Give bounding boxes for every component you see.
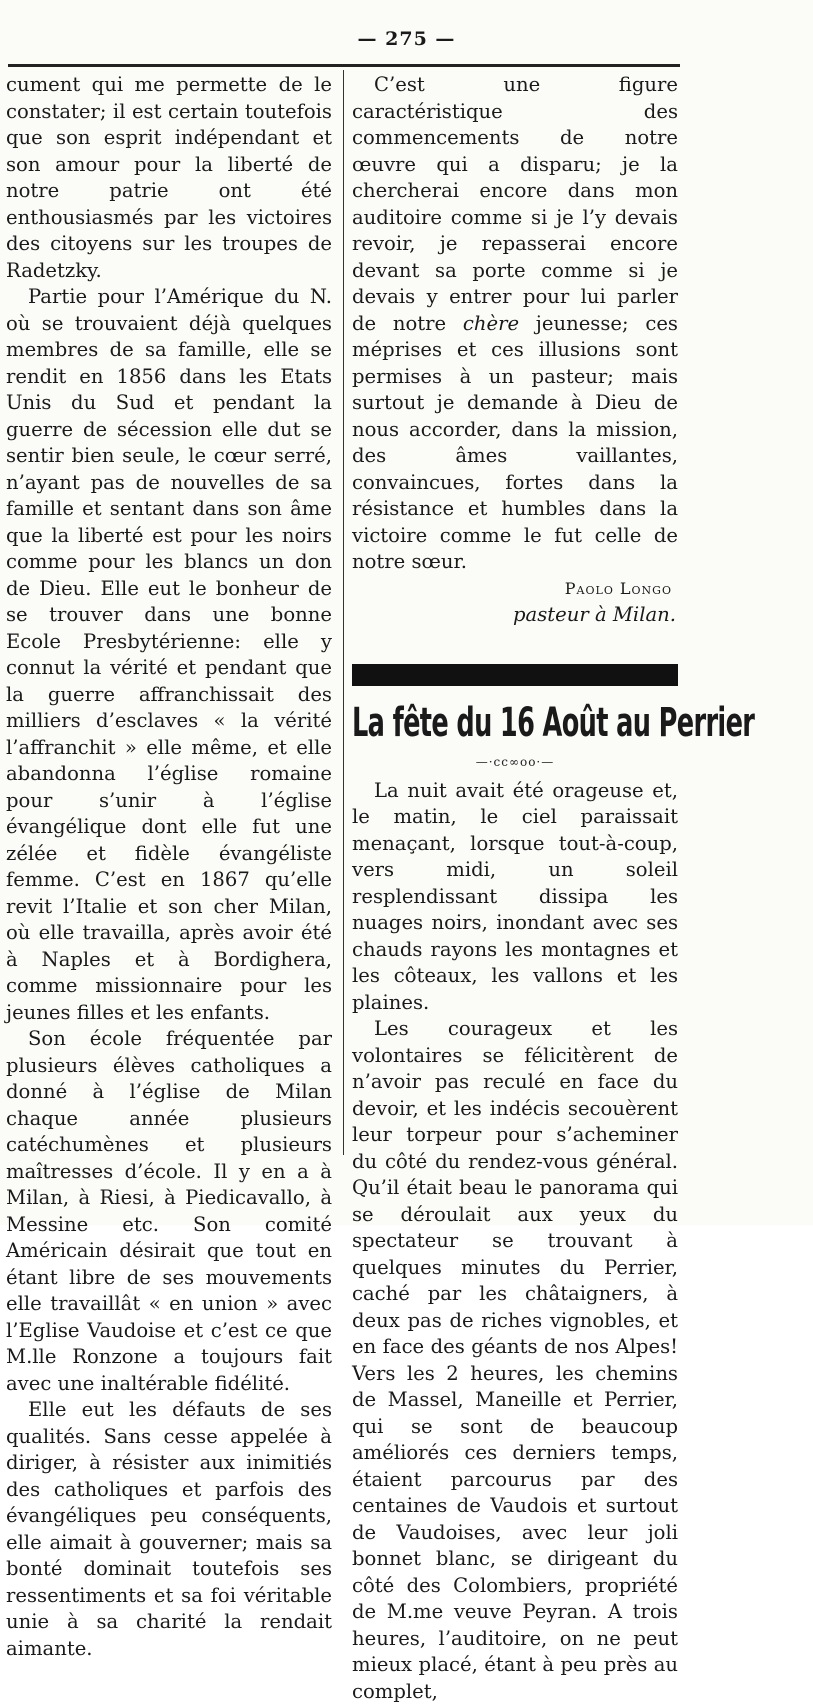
column-divider: [343, 70, 344, 1155]
article-paragraph-2: Les courageux et les volontaires se félicitèrent de n’avoir pas reculé en face du devoir, et les indécis secouèrent leur torpeur pour s’acheminer du côté du rendez-vous général. Qu’il était beau le panorama qui se déroulait aux yeux du spectateur se trouvant à quelques minutes du Perrier, caché par les châtaigners, à deux pas de riches vignobles, et en face des géants de nos Alpes! Vers les 2 heures, les chemins de Massel, Maneille et Perrier, qui se sont de beaucoup améliorés ces derniers temps, étaient parcourus par des centaines de Vaudois et surtout de Vaudoises, avec leur joli bonnet blanc, se dirigeant du côté des Colombiers, propriété de M.me veuve Peyran. A trois heures, l’auditoire, on ne peut mieux placé, étant à peu près au complet,: [352, 1017, 678, 1703]
article-title: La fête du 16 Août au Perrier: [352, 699, 755, 746]
title-ornament: —·cc∞oo·—: [475, 754, 555, 769]
closing-paragraph: [352, 72, 678, 576]
left-paragraph-1: cument qui me permette de le constater; il est certain toutefois que son esprit indépendant et son amour pour la liberté de notre patrie ont été enthousiasmés par les victoires des citoyens sur les troupes de Radetzky.: [6, 73, 332, 282]
closing-paragraph-part-2: jeunesse; ces méprises et ces illusions sont permises à un pasteur; mais surtout je demande à Dieu de nous accorder, dans la mission, des âmes vaillantes, convaincues, fortes dans la résistance et humbles dans la victoire comme le fut celle de notre sœur.: [352, 311, 678, 573]
header-rule: [8, 64, 680, 67]
left-column: [6, 72, 332, 1662]
closing-paragraph-part-1: C’est une figure caractéristique des commencements de notre œuvre qui a disparu; je la chercherai encore dans mon auditoire comme si je l’y devais revoir, je repasserai encore devant sa porte comme si je devais y entrer pour lui parler de notre: [352, 73, 678, 335]
left-paragraph-2: Partie pour l’Amérique du N. où se trouvaient déjà quelques membres de sa famille, elle se rendit en 1856 dans les Etats Unis du Sud et pendant la guerre de sécession elle dut se sentir bien seule, le cœur serré, n’ayant pas de nouvelles de sa famille et sentant dans son âme que la liberté est pour les noirs comme pour les blancs un don de Dieu. Elle eut le bonheur de se trouver dans une bonne Ecole Presbytérienne: elle y connut la vérité et pendant que la guerre affranchissait des milliers d’esclaves « la vérité l’affranchit » elle même, et elle abandonna l’église romaine pour s’unir à l’église évangélique dont elle fut une zélée et fidèle évangéliste femme. C’est en 1867 qu’elle revit l’Italie et son cher Milan, où elle travailla, après avoir été à Naples et à Bordighera, comme missionnaire pour les jeunes filles et les enfants.: [6, 285, 332, 1024]
closing-paragraph-italic: chère: [462, 311, 520, 335]
left-paragraph-4: Elle eut les défauts de ses qualités. Sans cesse appelée à diriger, à résister aux inimitiés des catholiques et parfois des évangéliques peu conséquents, elle aimait à gouverner; mais sa bonté dominait toutefois ses ressentiments et sa foi véritable unie à sa charité la rendait aimante.: [6, 1398, 332, 1660]
signature-name: Paolo Longo: [564, 578, 672, 598]
section-separator-bar: [352, 664, 678, 686]
article-paragraph-1: La nuit avait été orageuse et, le matin, le ciel paraissait menaçant, lorsque tout-à-coup, vers midi, un soleil resplendissant dissipa les nuages noirs, inondant avec ses chauds rayons les montagnes et les côteaux, les vallons et les plaines.: [352, 778, 678, 1014]
page-number: — 275 —: [357, 28, 456, 50]
right-column: [352, 72, 755, 1705]
left-paragraph-3: Son école fréquentée par plusieurs élèves catholiques a donné à l’église de Milan chaque année plusieurs catéchumènes et plusieurs maîtresses d’école. Il y en a à Milan, à Riesi, à Piedicavallo, à Messine etc. Son comité Américain désirait que tout en étant libre de ses mouvements elle travaillât « en union » avec l’Eglise Vaudoise et c’est ce que M.lle Ronzone a toujours fait avec une inaltérable fidélité.: [6, 1027, 332, 1395]
signature-role: pasteur à Milan.: [513, 602, 676, 626]
